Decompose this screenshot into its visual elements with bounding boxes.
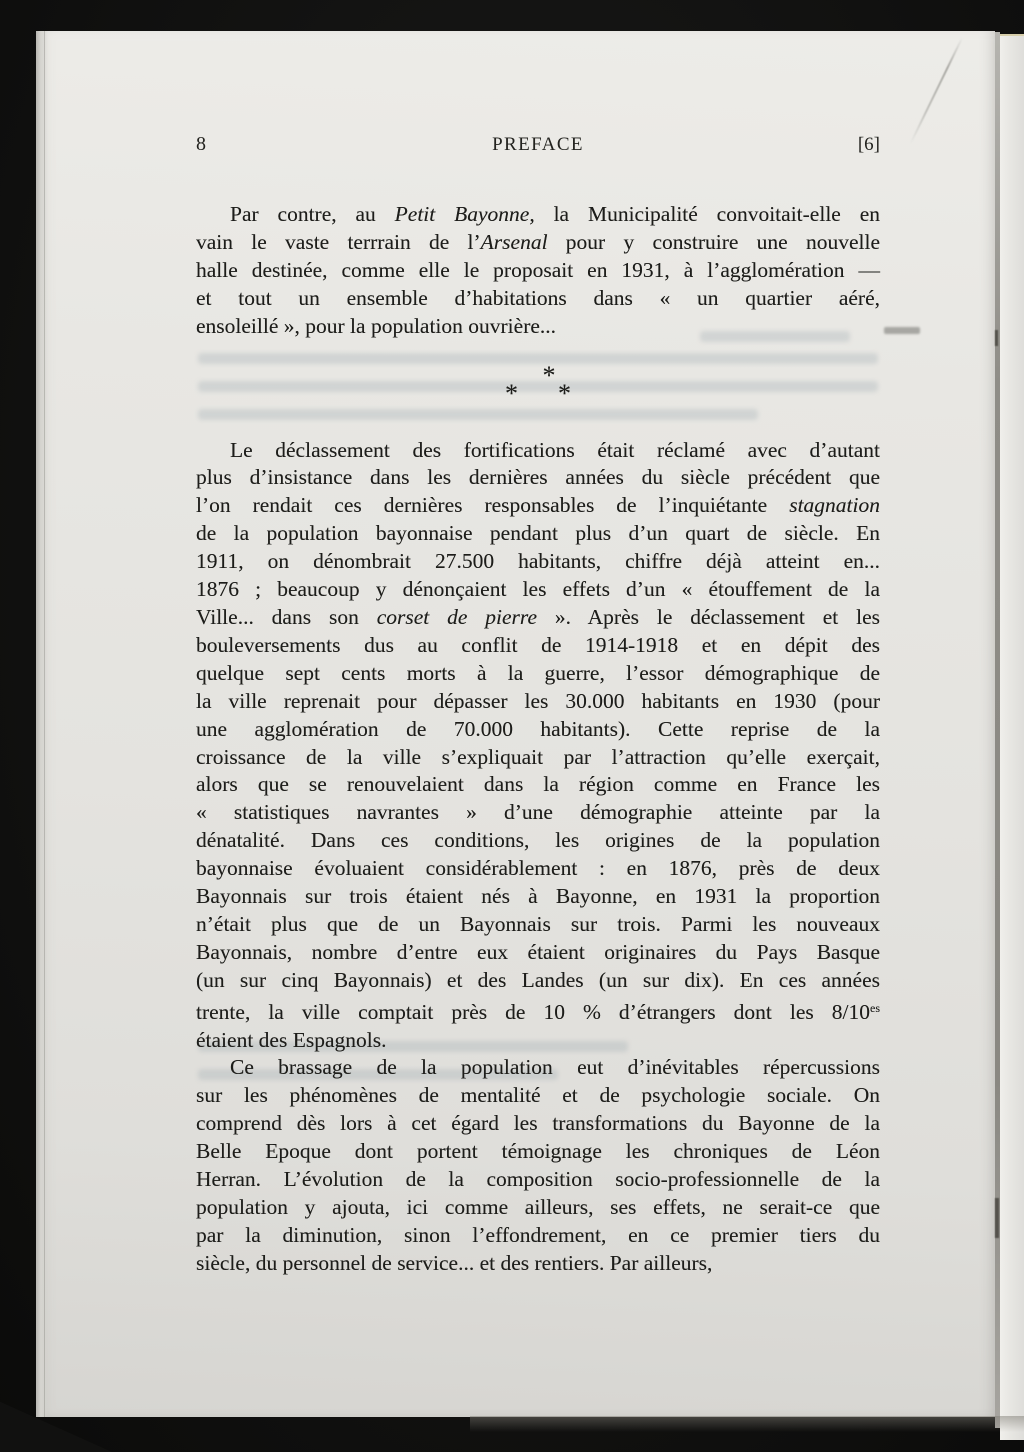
running-title: PREFACE [492, 134, 584, 155]
section-separator [196, 341, 880, 437]
book-page [36, 31, 995, 1417]
next-page-edge [1000, 34, 1024, 1440]
text-line: bayonnaise évoluaient considérablement : en 1876, près de deux [196, 856, 880, 881]
text-line: Par contre, au Petit Bayonne, la Municipalité convoitait-elle en [230, 202, 880, 226]
text-line: quelque sept cents morts à la guerre, l’essor démographique de [196, 660, 880, 685]
text-line: Bayonnais, nombre d’entre eux étaient originaires du Pays Basque [196, 939, 880, 964]
text-line: sur les phénomènes de mentalité et de psychologie sociale. On [196, 1083, 880, 1108]
text-line: de la population bayonnaise pendant plus d’un quart de siècle. En [196, 521, 880, 546]
text-line: Bayonnais sur trois étaient nés à Bayonne, en 1931 la proportion [196, 884, 880, 909]
text-line: 1876 ; beaucoup y dénonçaient les effets d’un « étouffement de la [196, 577, 880, 602]
page-crease [909, 36, 963, 145]
text-line: Ville... dans son corset de pierre ». Après le déclassement et les [196, 604, 880, 629]
asterisk: * [558, 378, 571, 408]
text-line: halle destinée, comme elle le proposait en 1931, à l’agglomération — [196, 257, 880, 282]
text-line: Belle Epoque dont portent témoignage les chroniques de Léon [196, 1139, 880, 1164]
text-line: trente, la ville comptait près de 10 % d’étrangers dont les $8/10^{es}$ [196, 999, 880, 1024]
paragraph [196, 1054, 880, 1277]
text-block [196, 201, 880, 1278]
paragraph [196, 437, 880, 1055]
asterisk: * [542, 360, 556, 390]
text-line: la ville reprenait pour dépasser les 30.000 habitants en 1930 (pour [196, 688, 880, 713]
text-line: vain le vaste terrrain de l’Arsenal pour y construire une nouvelle [196, 229, 880, 254]
text-line: alors que se renouvelaient dans la région comme en France les [196, 772, 880, 797]
text-line: Le déclassement des fortifications était réclamé avec d’autant [230, 437, 880, 462]
page-header [196, 133, 880, 156]
text-line: bouleversements dus au conflit de 1914-1918 et en dépit des [196, 632, 880, 657]
page-edge-mark [995, 330, 998, 346]
text-line: dénatalité. Dans ces conditions, les origines de la population [196, 828, 880, 853]
text-line: ensoleillé », pour la population ouvrière... [196, 313, 557, 338]
text-line: par la diminution, sinon l’effondrement, en ce premier tiers du [196, 1222, 880, 1247]
stacked-pages-edge [36, 31, 48, 1417]
folio-number: [6] [857, 134, 880, 155]
text-line: 1911, on dénombrait 27.500 habitants, chiffre déjà atteint en... [196, 549, 880, 574]
text-line: population y ajouta, ici comme ailleurs, ses effets, ne serait-ce que [196, 1195, 880, 1219]
text-line: (un sur cinq Bayonnais) et des Landes (un sur dix). En ces années [196, 967, 880, 992]
text-line: Ce brassage de la population eut d’inévitables répercussions [230, 1055, 880, 1080]
paragraph [196, 201, 880, 341]
text-line: Herran. L’évolution de la composition socio-professionnelle de la [196, 1167, 880, 1192]
text-line: l’on rendait ces dernières responsables de l’inquiétante stagnation [196, 493, 880, 518]
stacked-pages-edge-line [44, 31, 45, 1417]
page-number: 8 [196, 133, 206, 155]
asterisk-row [196, 378, 880, 408]
body-section [196, 437, 880, 1278]
page-edge-mark [995, 1198, 999, 1238]
text-line: croissance de la ville s’expliquait par l’attraction qu’elle exerçait, [196, 744, 880, 769]
page-bottom-shadow [470, 1416, 1024, 1432]
text-line: « statistiques navrantes » d’une démographie atteinte par la [196, 800, 880, 825]
text-line: et tout un ensemble d’habitations dans « un quartier aéré, [196, 285, 880, 310]
text-line: n’était plus que de un Bayonnais sur trois. Parmi les nouveaux [196, 911, 880, 936]
text-line: comprend dès lors à cet égard les transformations du Bayonne de la [196, 1111, 880, 1136]
ink-smudge [884, 327, 920, 334]
text-line: plus d’insistance dans les dernières années du siècle précédent que [196, 465, 880, 490]
text-line: siècle, du personnel de service... et des rentiers. Par ailleurs, [196, 1250, 713, 1275]
text-line: une agglomération de 70.000 habitants). Cette reprise de la [196, 716, 880, 741]
text-line: étaient des Espagnols. [196, 1027, 387, 1052]
asterisk: * [505, 378, 518, 408]
intro-section [196, 201, 880, 341]
